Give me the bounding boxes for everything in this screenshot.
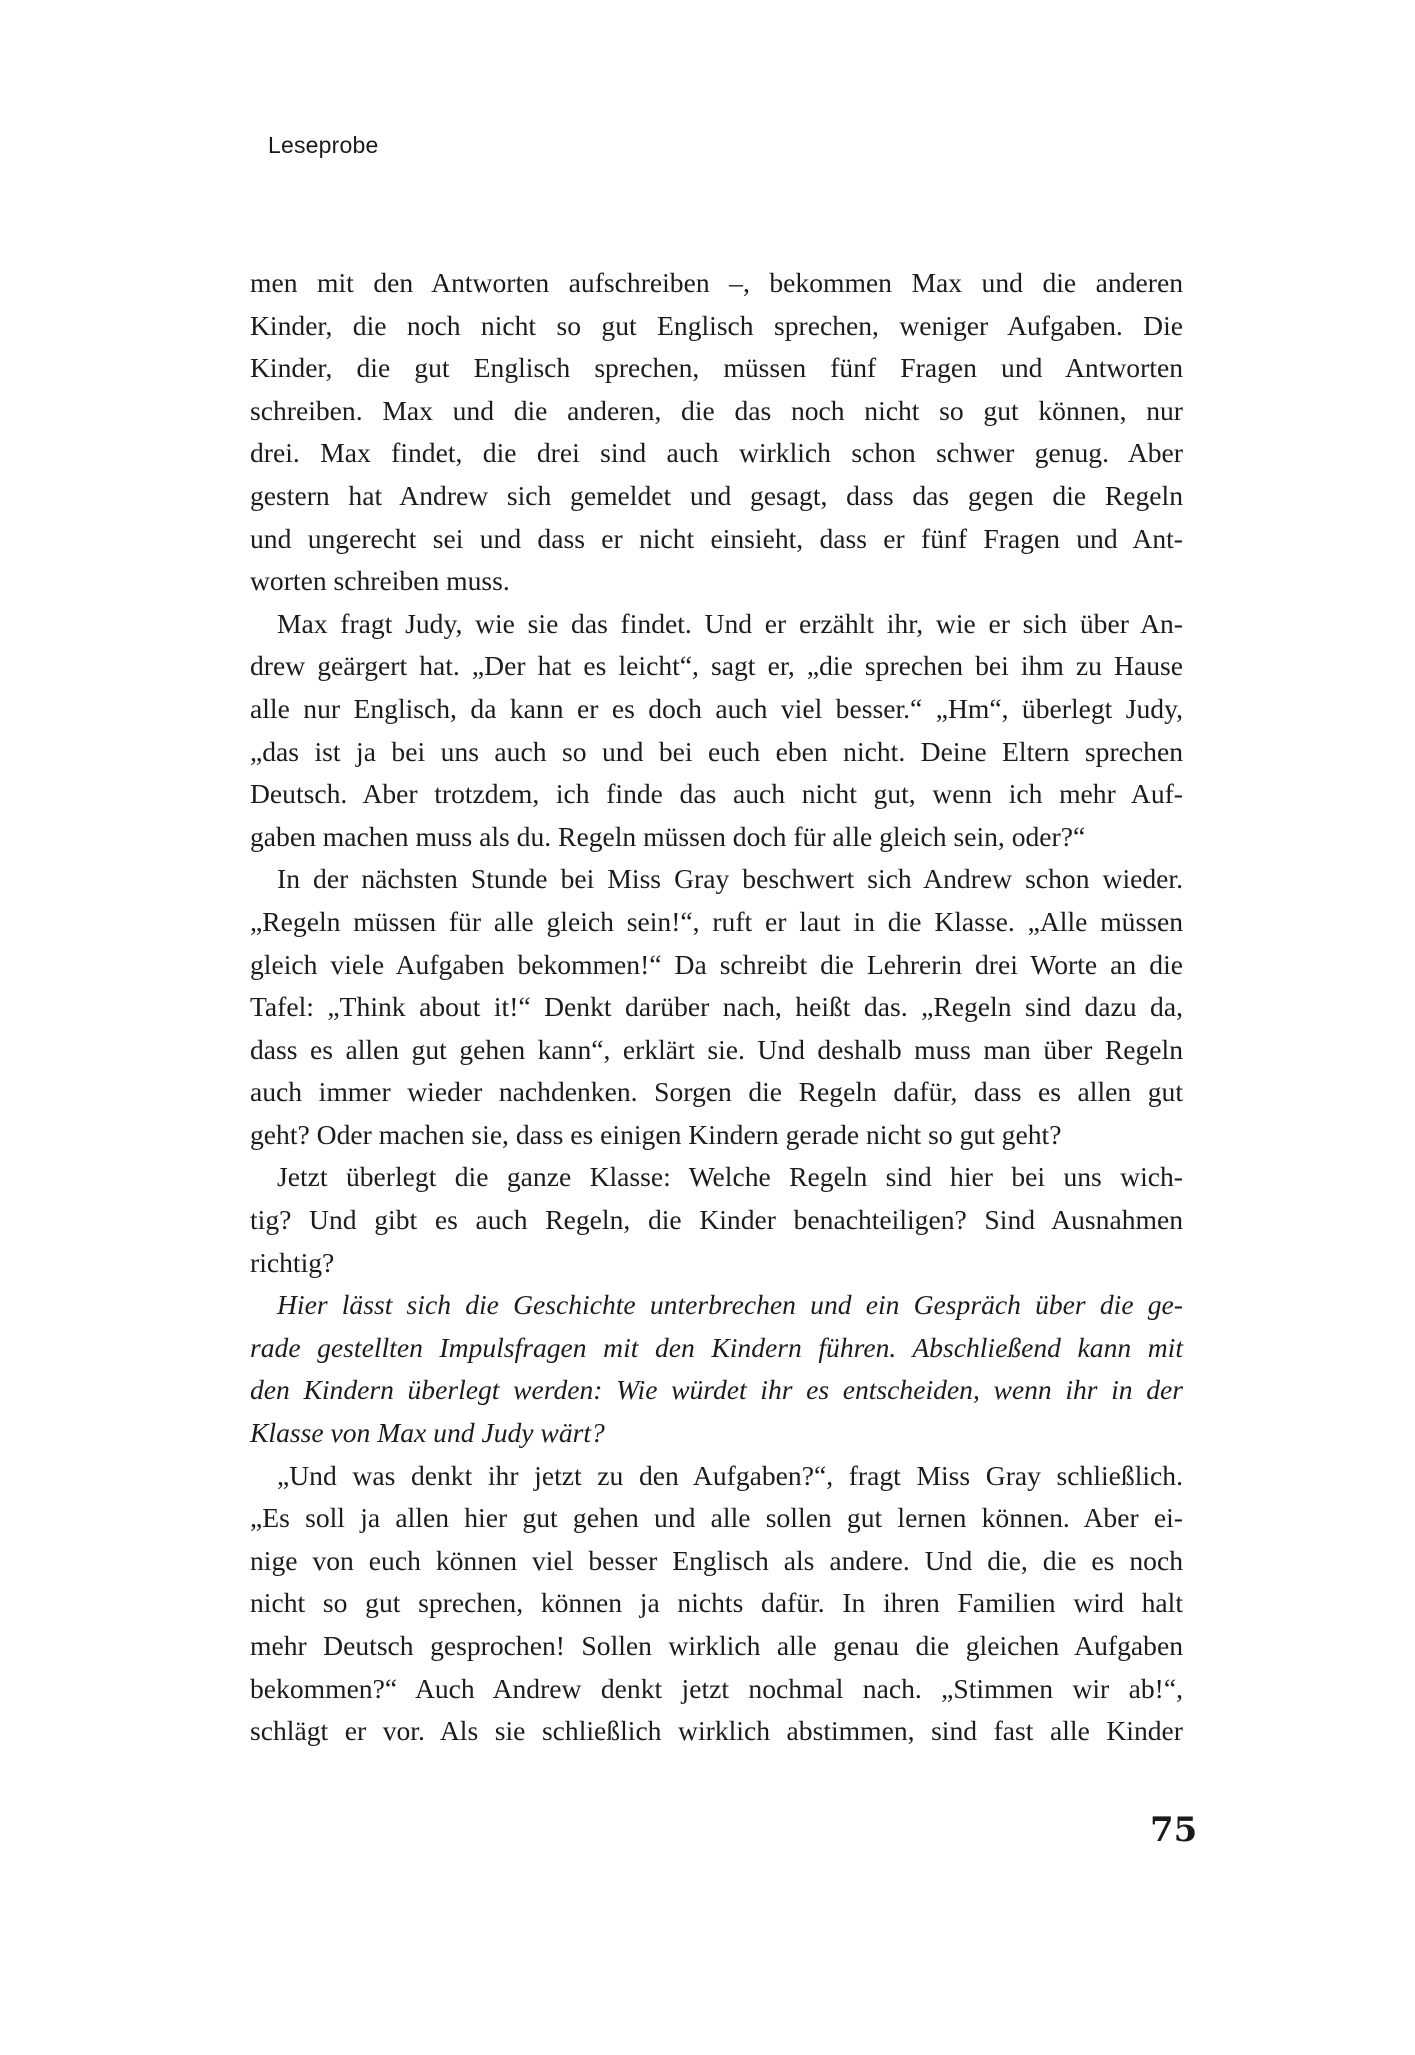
text-line: men mit den Antworten aufschreiben –, bekommen Max und die anderen bbox=[250, 267, 1183, 298]
text-line: Deutsch. Aber trotzdem, ich finde das auch nicht gut, wenn ich mehr Auf- bbox=[250, 778, 1183, 810]
paragraph bbox=[250, 1455, 1183, 1753]
page-number: 75 bbox=[1150, 1810, 1198, 1850]
text-line: bekommen?“ Auch Andrew denkt jetzt nochmal nach. „Stimmen wir ab!“, bbox=[250, 1672, 1183, 1704]
text-line: „das ist ja bei uns auch so und bei euch eben nicht. Deine Eltern sprechen bbox=[250, 735, 1183, 767]
text-line: Max fragt Judy, wie sie das findet. Und er erzählt ihr, wie er sich über An- bbox=[277, 607, 1183, 639]
text-line: schreiben. Max und die anderen, die das noch nicht so gut können, nur bbox=[250, 394, 1183, 426]
text-line: alle nur Englisch, da kann er es doch auch viel besser.“ „Hm“, überlegt Judy, bbox=[250, 692, 1183, 724]
text-line: gaben machen muss als du. Regeln müssen doch für alle gleich sein, oder?“ bbox=[250, 820, 1086, 852]
paragraph bbox=[250, 1156, 1183, 1284]
text-line: „Und was denkt ihr jetzt zu den Aufgaben?“, fragt Miss Gray schließlich. bbox=[277, 1459, 1183, 1491]
text-line: tig? Und gibt es auch Regeln, die Kinder benachteiligen? Sind Ausnahmen bbox=[250, 1204, 1183, 1236]
text-line: mehr Deutsch gesprochen! Sollen wirklich alle genau die gleichen Aufgaben bbox=[250, 1630, 1183, 1661]
text-line: und ungerecht sei und dass er nicht einsieht, dass er fünf Fragen und Ant- bbox=[250, 522, 1183, 554]
text-line: nige von euch können viel besser Englisch als andere. Und die, die es noch bbox=[250, 1544, 1183, 1576]
paragraph bbox=[250, 262, 1183, 603]
italic-instruction-paragraph bbox=[250, 1284, 1183, 1454]
body-text bbox=[250, 262, 1183, 1753]
text-line: gestern hat Andrew sich gemeldet und gesagt, dass das gegen die Regeln bbox=[250, 479, 1183, 511]
text-line: drew geärgert hat. „Der hat es leicht“, sagt er, „die sprechen bei ihm zu Hause bbox=[250, 650, 1183, 682]
text-line: gleich viele Aufgaben bekommen!“ Da schreibt die Lehrerin drei Worte an die bbox=[250, 948, 1183, 980]
text-line: „Es soll ja allen hier gut gehen und alle sollen gut lernen können. Aber ei- bbox=[250, 1502, 1183, 1534]
text-line: rade gestellten Impulsfragen mit den Kindern führen. Abschließend kann mit bbox=[250, 1331, 1183, 1363]
text-line: Kinder, die gut Englisch sprechen, müssen fünf Fragen und Antworten bbox=[250, 352, 1183, 384]
text-line: den Kindern überlegt werden: Wie würdet ihr es entscheiden, wenn ihr in der bbox=[250, 1374, 1183, 1406]
text-line: In der nächsten Stunde bei Miss Gray beschwert sich Andrew schon wieder. bbox=[277, 863, 1183, 895]
text-line: drei. Max findet, die drei sind auch wirklich schon schwer genug. Aber bbox=[250, 437, 1183, 469]
text-line: Tafel: „Think about it!“ Denkt darüber nach, heißt das. „Regeln sind dazu da, bbox=[250, 991, 1183, 1023]
text-line: worten schreiben muss. bbox=[250, 565, 510, 597]
text-line: dass es allen gut gehen kann“, erklärt sie. Und deshalb muss man über Regeln bbox=[250, 1033, 1183, 1065]
text-line: Klasse von Max und Judy wärt? bbox=[250, 1417, 605, 1449]
paragraph bbox=[250, 603, 1183, 859]
text-line: Kinder, die noch nicht so gut Englisch sprechen, weniger Aufgaben. Die bbox=[250, 309, 1183, 341]
running-header: Leseprobe bbox=[268, 132, 379, 158]
text-line: auch immer wieder nachdenken. Sorgen die Regeln dafür, dass es allen gut bbox=[250, 1076, 1183, 1108]
text-line: Jetzt überlegt die ganze Klasse: Welche Regeln sind hier bei uns wich- bbox=[277, 1161, 1183, 1193]
text-line: schlägt er vor. Als sie schließlich wirklich abstimmen, sind fast alle Kinder bbox=[250, 1715, 1183, 1747]
text-line: nicht so gut sprechen, können ja nichts dafür. In ihren Familien wird halt bbox=[250, 1587, 1183, 1619]
text-line: Hier lässt sich die Geschichte unterbrechen und ein Gespräch über die ge- bbox=[277, 1289, 1183, 1321]
text-line: „Regeln müssen für alle gleich sein!“, ruft er laut in die Klasse. „Alle müssen bbox=[250, 905, 1183, 937]
paragraph bbox=[250, 858, 1183, 1156]
text-line: richtig? bbox=[250, 1246, 335, 1278]
text-line: geht? Oder machen sie, dass es einigen Kindern gerade nicht so gut geht? bbox=[250, 1118, 1062, 1150]
